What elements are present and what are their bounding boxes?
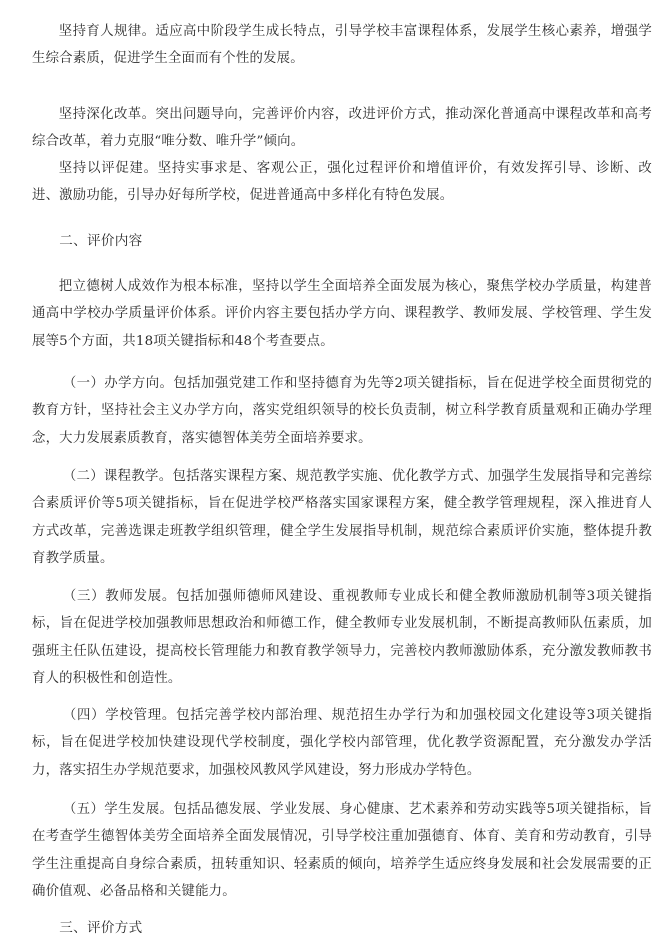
paragraph-evaluation-content-intro: 把立德树人成效作为根本标准，坚持以学生全面培养全面发展为核心，聚焦学校办学质量，构建普通高中学校办学质量评价体系。评价内容主要包括办学方向、课程教学、教师发展、学校管理、学生发展等5个方面，共18项关键指标和48个考查要点。 bbox=[32, 279, 652, 349]
paragraph-school-management: （四）学校管理。包括完善学校内部治理、规范招生办学行为和加强校园文化建设等3项关键指标，旨在促进学校加快建设现代学校制度，强化学校内部管理，优化教学资源配置，充分激发办学活力，落实招生办学规范要求，加强校风教风学风建设，努力形成办学特色。 bbox=[32, 708, 652, 778]
section-heading-evaluation-method: 三、评价方式 bbox=[59, 920, 143, 936]
paragraph-student-development: （五）学生发展。包括品德发展、学业发展、身心健康、艺术素养和劳动实践等5项关键指标，旨在考查学生德智体美劳全面培养全面发展情况，引导学校注重加强德育、体育、美育和劳动教育，引导学生注重提高自身综合素质，扭转重知识、轻素质的倾向，培养学生适应终身发展和社会发展需要的正确价值观、必备品格和关键能力。 bbox=[32, 802, 652, 900]
paragraph-principle-education-law: 坚持育人规律。适应高中阶段学生成长特点，引导学校丰富课程体系，发展学生核心素养，增强学生综合素质，促进学生全面而有个性的发展。 bbox=[32, 24, 652, 67]
paragraph-principle-deepen-reform: 坚持深化改革。突出问题导向，完善评价内容，改进评价方式，推动深化普通高中课程改革和高考综合改革，着力克服“唯分数、唯升学”倾向。 bbox=[32, 107, 652, 150]
paragraph-curriculum-teaching: （二）课程教学。包括落实课程方案、规范教学实施、优化教学方式、加强学生发展指导和完善综合素质评价等5项关键指标，旨在促进学校严格落实国家课程方案，健全教学管理规程，深入推进育人方式改革，完善选课走班教学组织管理，健全学生发展指导机制，规范综合素质评价实施，整体提升教育教学质量。 bbox=[32, 469, 652, 567]
paragraph-principle-evaluation-promotes-building: 坚持以评促建。坚持实事求是、客观公正，强化过程评价和增值评价，有效发挥引导、诊断、改进、激励功能，引导办好每所学校，促进普通高中多样化有特色发展。 bbox=[32, 161, 652, 204]
paragraph-school-direction: （一）办学方向。包括加强党建工作和坚持德育为先等2项关键指标，旨在促进学校全面贯彻党的教育方针，坚持社会主义办学方向，落实党组织领导的校长负责制，树立科学教育质量观和正确办学理念，大力发展素质教育，落实德智体美劳全面培养要求。 bbox=[32, 376, 652, 446]
paragraph-teacher-development: （三）教师发展。包括加强师德师风建设、重视教师专业成长和健全教师激励机制等3项关键指标，旨在促进学校加强教师思想政治和师德工作，健全教师专业发展机制，不断提高教师队伍素质，加强班主任队伍建设，提高校长管理能力和教育教学领导力，完善校内教师激励体系，充分激发教师教书育人的积极性和创造性。 bbox=[32, 589, 652, 687]
section-heading-evaluation-content: 二、评价内容 bbox=[59, 233, 143, 249]
